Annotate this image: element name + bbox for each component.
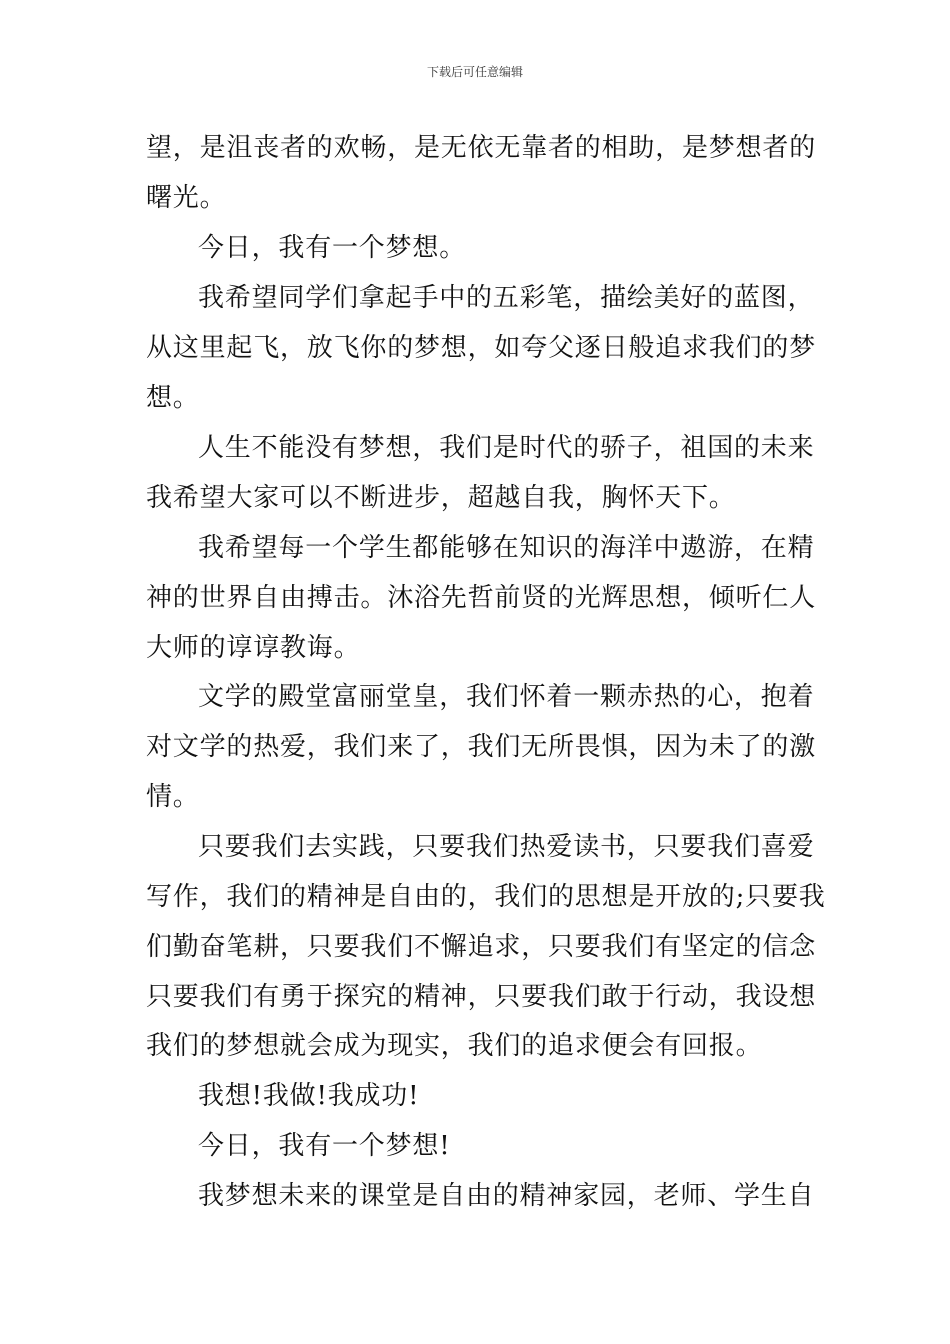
text-line: 对文学的热爱，我们来了，我们无所畏惧，因为未了的激 (146, 732, 817, 762)
text-line: 写作，我们的精神是自由的，我们的思想是开放的;只要我 (146, 882, 826, 912)
text-line: 望，是沮丧者的欢畅，是无依无靠者的相助，是梦想者的 (146, 133, 817, 163)
text-line: 文学的殿堂富丽堂皇，我们怀着一颗赤热的心，抱着 (198, 682, 815, 712)
text-line: 我希望每一个学生都能够在知识的海洋中遨游，在精 (198, 533, 815, 563)
text-line: 我梦想未来的课堂是自由的精神家园，老师、学生自 (198, 1181, 815, 1211)
text-line: 从这里起飞，放飞你的梦想，如夸父逐日般追求我们的梦 (146, 333, 817, 363)
text-line: 只要我们有勇于探究的精神，只要我们敢于行动，我设想 (146, 982, 817, 1012)
text-line: 人生不能没有梦想，我们是时代的骄子，祖国的未来 (198, 433, 815, 463)
text-line: 们勤奋笔耕，只要我们不懈追求，只要我们有坚定的信念 (146, 932, 817, 962)
text-line: 我想!我做!我成功! (198, 1081, 420, 1111)
text-line: 只要我们去实践，只要我们热爱读书，只要我们喜爱 (198, 832, 815, 862)
page-header: 下载后可任意编辑 (426, 65, 523, 79)
text-line: 我希望大家可以不断进步，超越自我，胸怀天下。 (146, 483, 736, 513)
text-line: 大师的谆谆教诲。 (146, 633, 361, 663)
text-line: 曙光。 (146, 183, 227, 213)
text-line: 神的世界自由搏击。沐浴先哲前贤的光辉思想，倾听仁人 (146, 583, 817, 613)
text-line: 我希望同学们拿起手中的五彩笔，描绘美好的蓝图， (198, 283, 815, 313)
text-line: 今日，我有一个梦想! (198, 1131, 451, 1161)
text-line: 今日，我有一个梦想。 (198, 233, 467, 263)
text-line: 情。 (146, 782, 200, 812)
text-line: 我们的梦想就会成为现实，我们的追求便会有回报。 (146, 1031, 763, 1061)
text-line: 想。 (146, 383, 200, 413)
